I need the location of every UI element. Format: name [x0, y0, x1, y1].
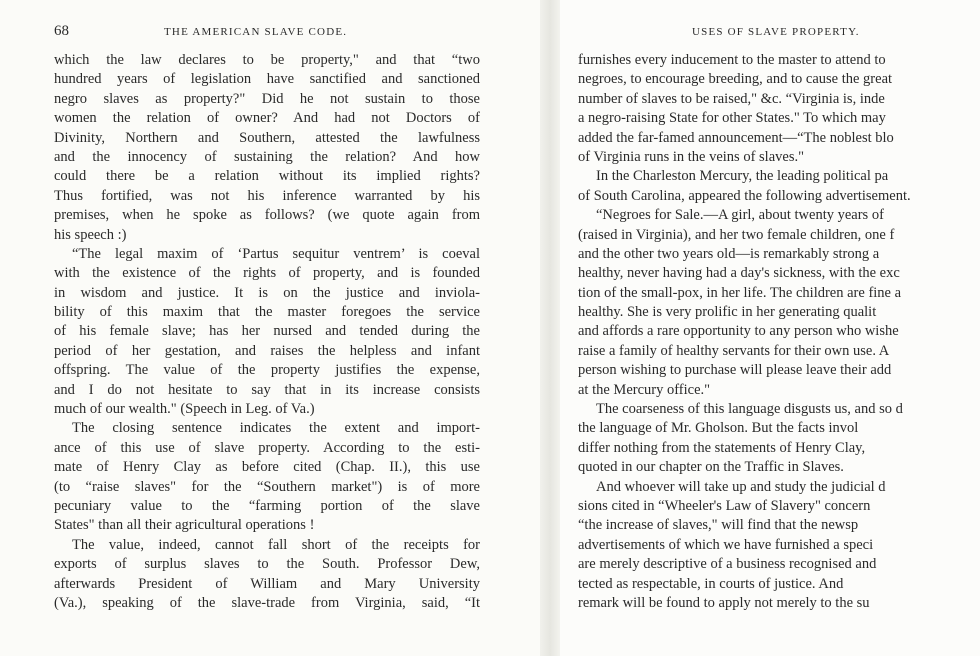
text-line: and the other two years old—is remarkably strong a — [578, 245, 880, 262]
text-line: quoted in our chapter on the Traffic in Slaves. — [578, 459, 844, 476]
text-line: “The legal maxim of ‘Partus sequitur ventrem’ is coeval — [72, 245, 480, 262]
text-line: and affords a rare opportunity to any person who wishe — [578, 323, 899, 340]
text-line: bility of this maxim that the master foregoes the service — [54, 304, 480, 321]
text-line: negroes, to encourage breeding, and to cause the great — [578, 71, 893, 88]
text-line: In the Charleston Mercury, the leading political pa — [596, 168, 889, 185]
text-line: hundred years of legislation have sanctified and sanctioned — [54, 71, 480, 88]
text-line: The closing sentence indicates the extent and import- — [72, 420, 480, 437]
text-line: of South Carolina, appeared the following advertisement. — [578, 187, 911, 204]
text-line: The value, indeed, cannot fall short of the receipts for — [72, 536, 480, 553]
text-line: with the existence of the rights of property, and is founded — [54, 265, 480, 282]
text-line: “the increase of slaves," will find that the newsp — [578, 517, 859, 534]
text-line: period of her gestation, and raises the helpless and infant — [54, 342, 480, 359]
text-line: are merely descriptive of a business recognised and — [578, 556, 877, 573]
text-line: number of slaves to be raised," &c. “Virginia is, inde — [578, 90, 885, 107]
left-running-head — [54, 23, 480, 46]
text-line: afterwards President of William and Mary University — [54, 575, 480, 592]
text-line: Divinity, Northern and Southern, attested the lawfulness — [54, 129, 480, 146]
text-line: ance of this use of slave property. According to the esti- — [54, 439, 480, 456]
text-line: his speech :) — [54, 226, 127, 243]
text-line: negro slaves as property?" Did he not sustain to those — [54, 90, 480, 107]
right-page-text — [578, 51, 980, 613]
text-line: which the law declares to be property," and that “two — [54, 52, 480, 68]
text-line: at the Mercury office." — [578, 381, 711, 398]
text-line: offspring. The value of the property justifies the expense, — [54, 362, 480, 379]
text-line: remark will be found to apply not merely to the su — [578, 594, 870, 611]
right-running-head: USES OF SLAVE PROPERTY. — [692, 26, 860, 38]
text-line: (Va.), speaking of the slave-trade from Virginia, said, “It — [54, 594, 480, 611]
text-line: “Negroes for Sale.—A girl, about twenty years of — [596, 207, 884, 224]
text-line: (to “raise slaves" for the “Southern market") is of more — [54, 478, 480, 495]
text-line: States" than all their agricultural operations ! — [54, 517, 315, 534]
text-line: mate of Henry Clay as before cited (Chap. II.), this use — [54, 459, 480, 476]
page-number: 68 — [54, 23, 69, 39]
text-line: And whoever will take up and study the judicial d — [596, 478, 886, 495]
text-line: exports of surplus slaves to the South. Professor Dew, — [54, 556, 480, 573]
text-line: sions cited in “Wheeler's Law of Slavery" concern — [578, 497, 871, 514]
text-line: tion of the small-pox, in her life. The children are fine a — [578, 284, 902, 301]
text-line: in wisdom and justice. It is on the justice and inviola- — [54, 284, 480, 301]
book-gutter — [540, 0, 560, 656]
text-line: furnishes every inducement to the master to attend to — [578, 52, 886, 68]
text-line: healthy, never having had a day's sickness, with the exc — [578, 265, 900, 282]
text-line: healthy. She is very prolific in her generating qualit — [578, 304, 877, 321]
text-line: advertisements of which we have furnished a speci — [578, 536, 874, 553]
left-running-title: THE AMERICAN SLAVE CODE. — [164, 26, 348, 38]
text-line: tected as respectable, in courts of justice. And — [578, 575, 844, 592]
right-page — [560, 0, 980, 656]
text-line: and I do not hesitate to say that in its increase consists — [54, 381, 480, 398]
left-page-text — [54, 51, 480, 613]
text-line: differ nothing from the statements of Henry Clay, — [578, 439, 866, 456]
text-line: premises, when he spoke as follows? (we quote again from — [54, 207, 480, 224]
text-line: could there be a relation without its implied rights? — [54, 168, 480, 185]
text-line: The coarseness of this language disgusts us, and so d — [596, 401, 903, 418]
text-line: much of our wealth." (Speech in Leg. of Va.) — [54, 401, 315, 418]
text-line: raise a family of healthy servants for their own use. A — [578, 342, 890, 359]
text-line: a negro-raising State for other States." To which may — [578, 110, 886, 127]
text-line: pecuniary value to the “farming portion of the slave — [54, 497, 480, 514]
text-line: the language of Mr. Gholson. But the facts invol — [578, 420, 859, 437]
text-line: and the innocency of sustaining the relation? And how — [54, 148, 480, 165]
text-line: Thus fortified, was not his inference warranted by his — [54, 187, 480, 204]
text-line: of his female slave; has her nursed and tended during the — [54, 323, 480, 340]
text-line: added the far-famed announcement—“The noblest blo — [578, 129, 894, 146]
text-line: person wishing to purchase will please leave their add — [578, 362, 892, 379]
text-line: (raised in Virginia), and her two female children, one f — [578, 226, 895, 243]
text-line: of Virginia runs in the veins of slaves." — [578, 148, 805, 165]
text-line: women the relation of owner? And had not Doctors of — [54, 110, 480, 127]
